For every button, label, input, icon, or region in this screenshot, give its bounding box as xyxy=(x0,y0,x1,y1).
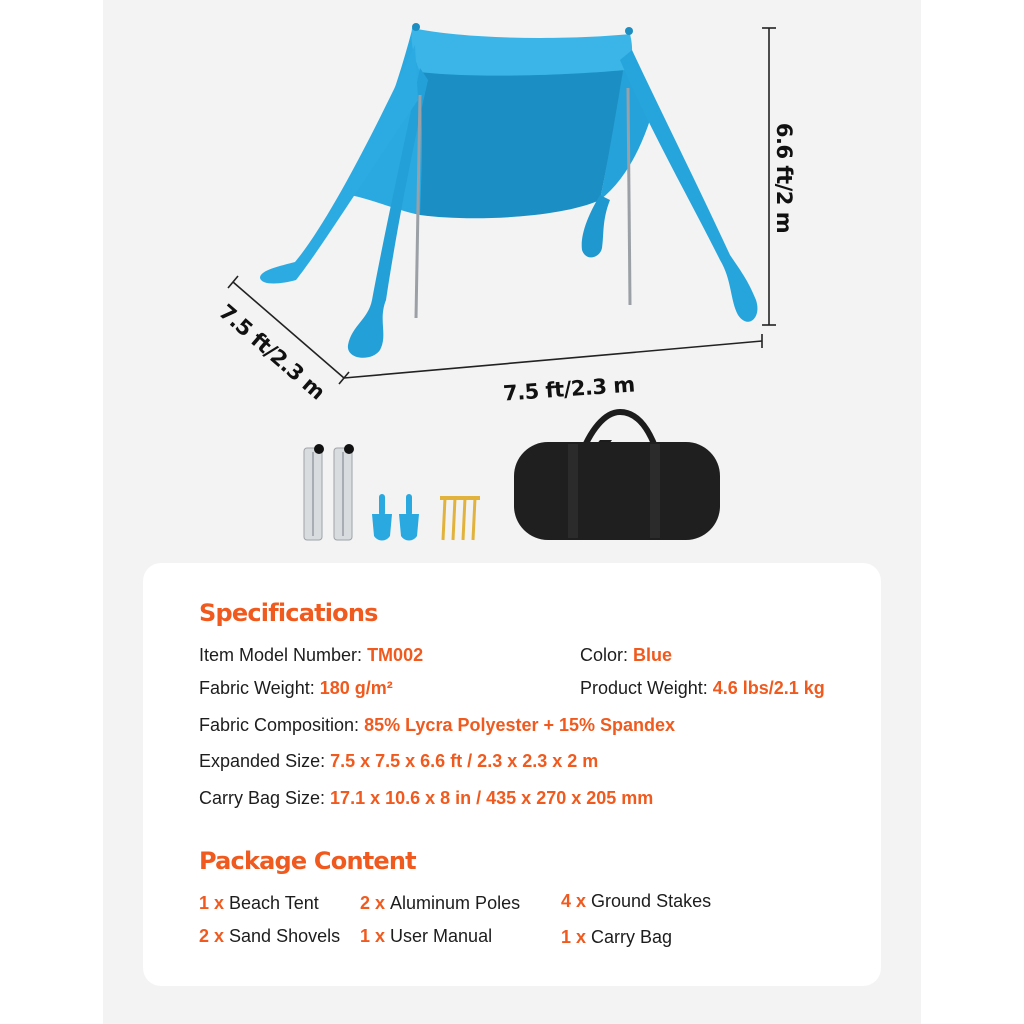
sand-shovels-image xyxy=(372,494,419,541)
specifications-title: Specifications xyxy=(199,599,378,627)
package-content-title: Package Content xyxy=(199,847,416,875)
package-item: 2 x Aluminum Poles xyxy=(360,893,521,913)
width-dimension-label: 7.5 ft/2.3 m xyxy=(502,372,636,406)
spec-model-number: Item Model Number: TM002 xyxy=(199,645,424,665)
carry-bag-image xyxy=(514,412,720,540)
aluminum-poles-image xyxy=(304,444,354,540)
package-item: 1 x User Manual xyxy=(360,926,493,946)
spec-carry-bag-size: Carry Bag Size: 17.1 x 10.6 x 8 in / 435 x 270 x 205 mm xyxy=(199,788,654,808)
spec-color: Color: Blue xyxy=(580,645,673,665)
package-item: 4 x Ground Stakes xyxy=(561,891,712,911)
ground-stakes-image xyxy=(440,498,480,540)
spec-fabric-composition: Fabric Composition: 85% Lycra Polyester + 15% Spandex xyxy=(199,715,676,735)
spec-expanded-size: Expanded Size: 7.5 x 7.5 x 6.6 ft / 2.3 x 2.3 x 2 m xyxy=(199,751,599,771)
spec-fabric-weight: Fabric Weight: 180 g/m² xyxy=(199,678,393,698)
spec-product-weight: Product Weight: 4.6 lbs/2.1 kg xyxy=(580,678,825,698)
beach-tent-image xyxy=(260,23,757,358)
package-item: 2 x Sand Shovels xyxy=(199,926,341,946)
height-dimension-label: 6.6 ft/2 m xyxy=(772,122,797,234)
package-item: 1 x Beach Tent xyxy=(199,893,319,913)
width-dimension-line xyxy=(344,334,762,378)
specifications-card xyxy=(143,563,881,986)
depth-dimension-label: 7.5 ft/2.3 m xyxy=(214,299,330,405)
package-item: 1 x Carry Bag xyxy=(561,927,673,947)
